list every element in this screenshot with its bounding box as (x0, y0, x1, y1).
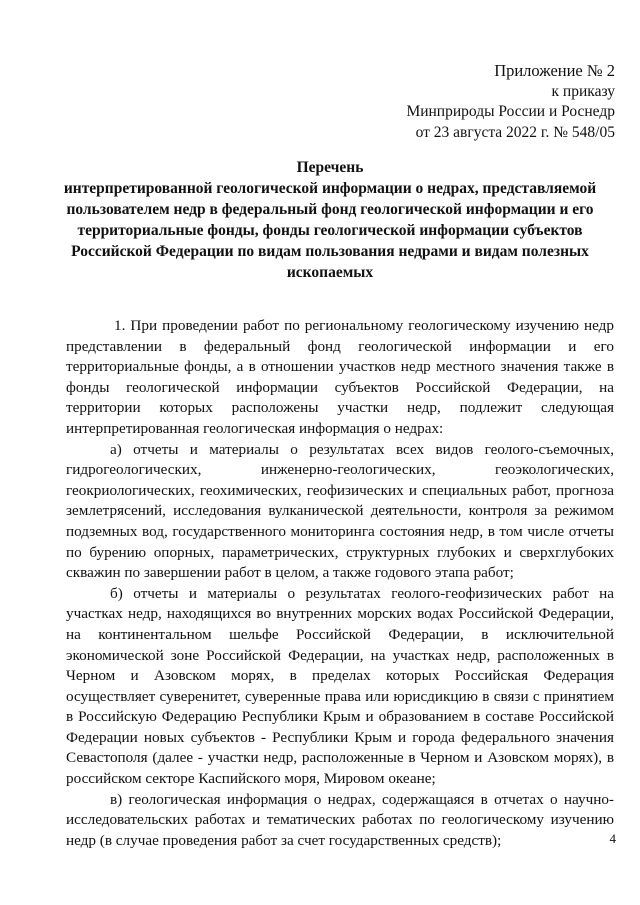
appendix-block (406, 61, 615, 143)
title-heading: Перечень (296, 159, 364, 176)
appendix-number: Приложение № 2 (494, 61, 615, 80)
title-text: интерпретированной геологической информации о недрах, представляемой пользователем недр в федеральный фонд геологической информации и его территориальные фонды, фонды геологической информации субъектов Российской Федерации по видам пользования недрами и видам полезных ископаемых (63, 180, 597, 281)
paragraph-a: а) отчеты и материалы о результатах всех видов геолого-съемочных, гидрогеологических, инженерно-геологических, геоэкологических, геокриологических, геохимических, геофизических и специальных работ, прогноза землетрясений, исследования вулканической деятельности, контроля за режимом подземных вод, государственного мониторинга состояния недр, в том числе отчеты по бурению опорных, параметрических, структурных глубоких и сверхглубоких скважин по завершении работ в целом, а также годового этапа работ; (66, 440, 614, 582)
paragraph-1: 1. При проведении работ по региональному геологическому изучению недр представлении в федеральный фонд геологической информации и его территориальные фонды, а в отношении участков недр местного значения также в фонды геологической информации субъектов Российской Федерации, на территории которых расположены участки недр, подлежит следующая интерпретированная геологическая информация о недрах: (66, 317, 614, 437)
paragraph-b: б) отчеты и материалы о результатах геолого-геофизических работ на участках недр, находящихся во внутренних морских водах Российской Федерации, на континентальном шельфе Российской Федерации, в исключительной экономической зоне Российской Федерации, на участках недр, расположенных в Черном и Азовском морях, в пределах которых Российская Федерация осуществляет суверенитет, суверенные права или юрисдикцию в связи с принятием в Российскую Федерацию Республики Крым и образованием в составе Российской Федерации новых субъектов - Республики Крым и города федерального значения Севастополя (далее - участки недр, расположенные в Черном и Азовском морях), в российском секторе Каспийского моря, Мировом океане; (66, 584, 614, 788)
paragraph-c: в) геологическая информация о недрах, содержащаяся в отчетах о научно-исследовательских работах и тематических работах по геологическому изучению недр (в случае проведения работ за счет государственных средств); (66, 790, 614, 849)
document-body (66, 316, 614, 851)
document-title (50, 157, 610, 283)
appendix-date: от 23 августа 2022 г. № 548/05 (415, 123, 615, 141)
appendix-issuer: Минприроды России и Роснедр (406, 103, 615, 120)
appendix-order-label: к приказу (551, 82, 615, 100)
page-number: 4 (609, 831, 616, 846)
